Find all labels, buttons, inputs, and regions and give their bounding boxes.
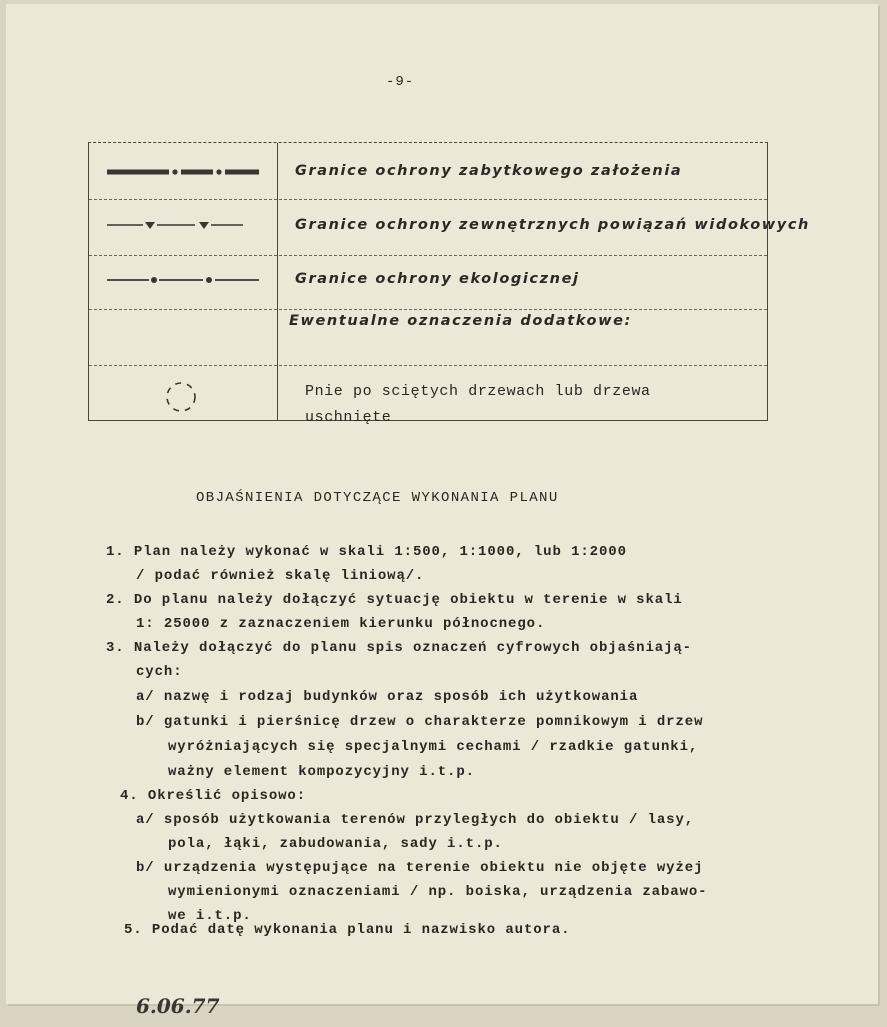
list-item: b/ gatunki i pierśnicę drzew o charakterze pomnikowym i drzew: [136, 714, 704, 730]
ecological-boundary-line-icon: [103, 273, 263, 287]
list-item: 2. Do planu należy dołączyć sytuację obiektu w terenie w skali: [106, 592, 683, 608]
legend-label-stumps: [305, 379, 705, 431]
list-item: 5. Podać datę wykonania planu i nazwisko autora.: [124, 922, 571, 938]
list-item: wymienionymi oznaczeniami / np. boiska, urządzenia zabawo-: [168, 884, 708, 900]
list-item: 4. Określić opisowo:: [120, 788, 307, 804]
legend-label-heritage: Granice ochrony zabytkowego założenia: [295, 163, 683, 179]
list-item: a/ sposób użytkowania terenów przyległych do obiektu / lasy,: [136, 812, 695, 828]
legend-label-additional: Ewentualne oznaczenia dodatkowe:: [289, 313, 632, 329]
tree-stump-circle-icon: [161, 377, 201, 417]
list-item: / podać również skalę liniową/.: [136, 568, 425, 584]
list-item: ważny element kompozycyjny i.t.p.: [168, 764, 475, 780]
legend-label-stumps-line2: uschnięte: [305, 409, 392, 426]
heritage-boundary-line-icon: [103, 165, 263, 179]
list-item: wyróżniających się specjalnymi cechami / rzadkie gatunki,: [168, 739, 699, 755]
list-item: we i.t.p.: [168, 908, 252, 924]
list-item: 1. Plan należy wykonać w skali 1:500, 1:1000, lub 1:2000: [106, 544, 627, 560]
legend-row-divider: [89, 309, 767, 310]
legend-label-view-connections: Granice ochrony zewnętrznych powiązań widokowych: [295, 217, 810, 233]
legend-label-stumps-line1: Pnie po sciętych drzewach lub drzewa: [305, 383, 651, 400]
legend-column-divider: [277, 143, 278, 421]
list-item: a/ nazwę i rodzaj budynków oraz sposób ich użytkowania: [136, 689, 639, 705]
legend-row-divider: [89, 199, 767, 200]
list-item: b/ urządzenia występujące na terenie obiektu nie objęte wyżej: [136, 860, 704, 876]
view-connections-boundary-line-icon: [103, 219, 263, 233]
page-number: -9-: [386, 74, 415, 90]
list-item: 1: 25000 z zaznaczeniem kierunku północnego.: [136, 616, 546, 632]
list-item: 3. Należy dołączyć do planu spis oznaczeń cyfrowych objaśniają-: [106, 640, 692, 656]
document-page: [6, 4, 878, 1018]
instructions-heading: OBJAŚNIENIA DOTYCZĄCE WYKONANIA PLANU: [196, 490, 559, 506]
legend-row-divider: [89, 255, 767, 256]
list-item: cych:: [136, 664, 183, 680]
legend-row-divider: [89, 365, 767, 366]
legend-label-ecological: Granice ochrony ekologicznej: [295, 271, 580, 287]
list-item: pola, łąki, zabudowania, sady i.t.p.: [168, 836, 503, 852]
legend-table: [88, 142, 810, 426]
handwritten-date: 6.06.77: [136, 994, 220, 1018]
